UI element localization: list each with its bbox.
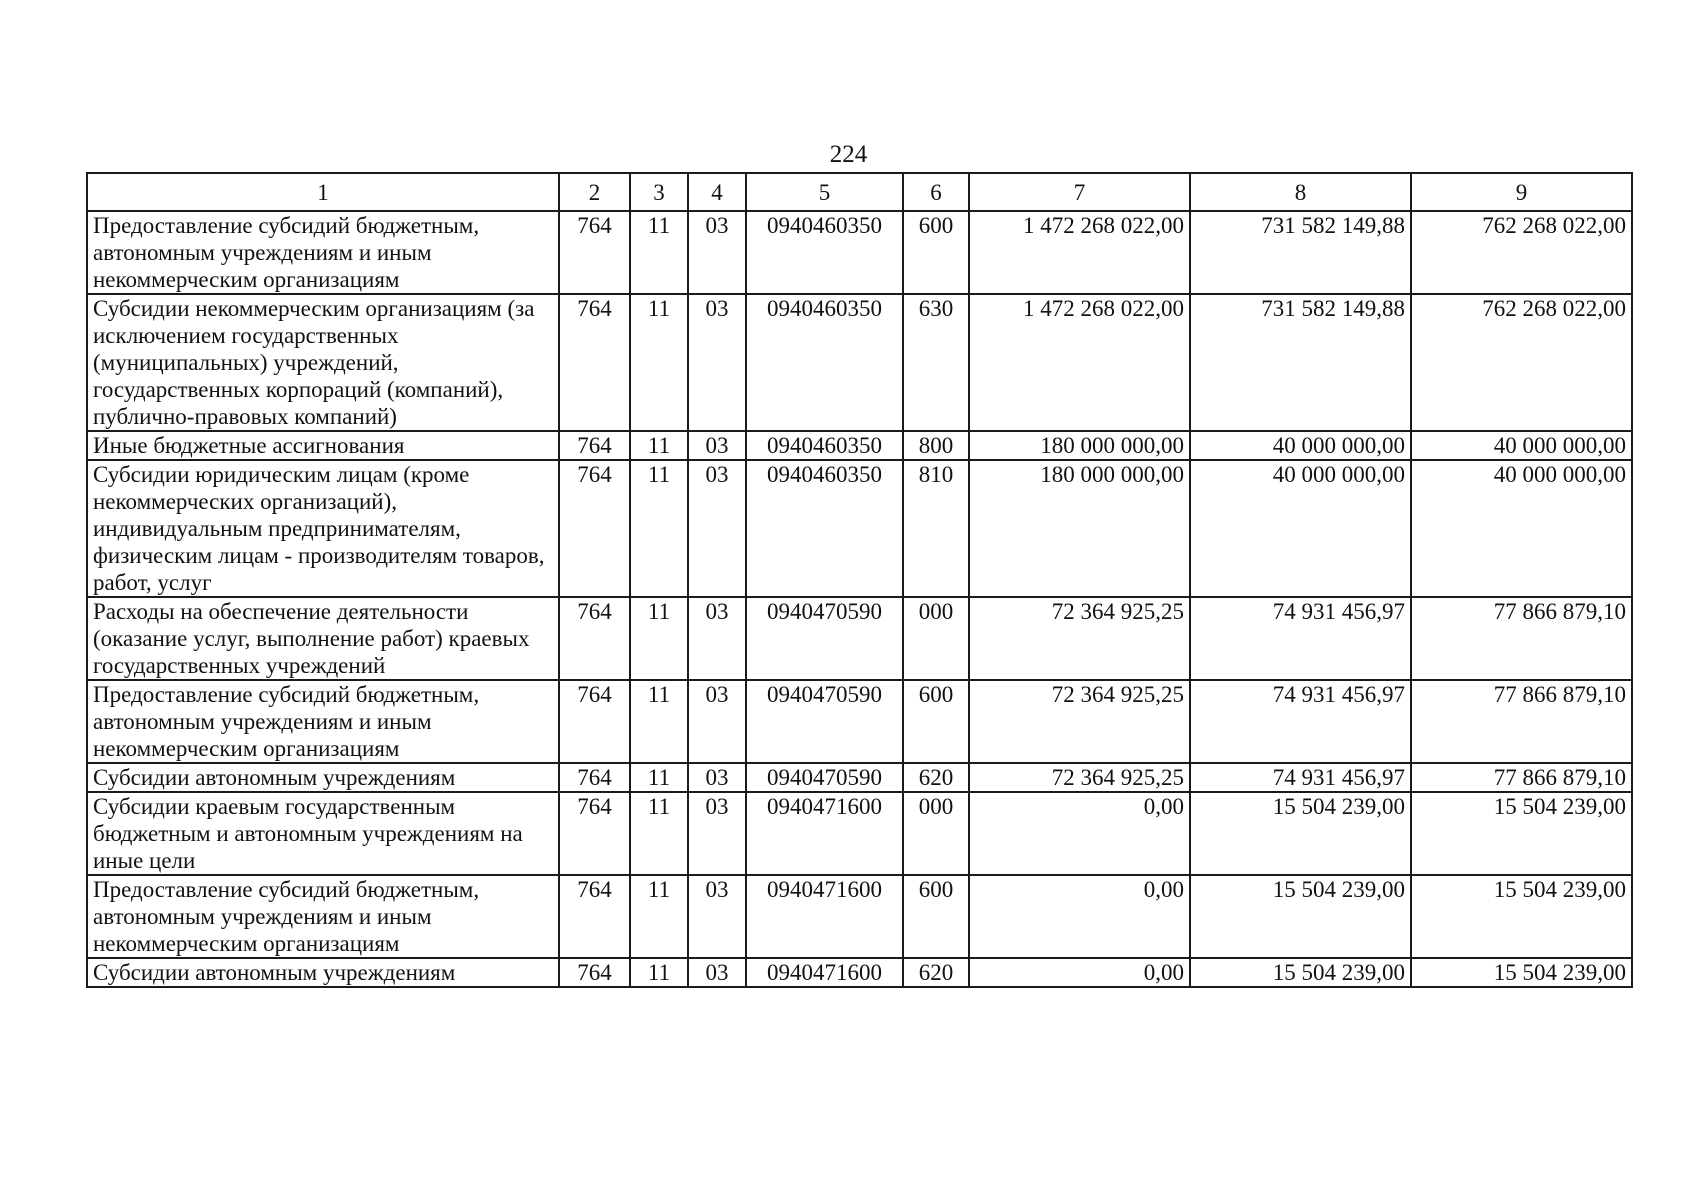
table-row bbox=[87, 597, 1632, 680]
target-code: 0940460350 bbox=[746, 211, 903, 294]
row-name: Субсидии краевым государственным бюджетным и автономным учреждениям на иные цели bbox=[87, 792, 559, 875]
expense-type-code: 800 bbox=[903, 431, 969, 460]
ministry-code: 764 bbox=[559, 460, 630, 597]
amount-col-8: 15 504 239,00 bbox=[1190, 875, 1411, 958]
amount-col-7: 1 472 268 022,00 bbox=[969, 211, 1190, 294]
table-row bbox=[87, 792, 1632, 875]
target-code: 0940460350 bbox=[746, 294, 903, 431]
amount-col-7: 1 472 268 022,00 bbox=[969, 294, 1190, 431]
row-name: Предоставление субсидий бюджетным, автономным учреждениям и иным некоммерческим организациям bbox=[87, 680, 559, 763]
amount-col-7: 0,00 bbox=[969, 875, 1190, 958]
expense-type-code: 000 bbox=[903, 792, 969, 875]
expense-type-code: 600 bbox=[903, 875, 969, 958]
row-name: Расходы на обеспечение деятельности (оказание услуг, выполнение работ) краевых государственных учреждений bbox=[87, 597, 559, 680]
subsection-code: 03 bbox=[688, 875, 746, 958]
section-code: 11 bbox=[630, 792, 688, 875]
section-code: 11 bbox=[630, 597, 688, 680]
table-row bbox=[87, 211, 1632, 294]
amount-col-9: 15 504 239,00 bbox=[1411, 792, 1632, 875]
amount-col-8: 74 931 456,97 bbox=[1190, 597, 1411, 680]
budget-table bbox=[86, 172, 1633, 988]
row-name: Субсидии автономным учреждениям bbox=[87, 763, 559, 792]
section-code: 11 bbox=[630, 460, 688, 597]
amount-col-9: 77 866 879,10 bbox=[1411, 763, 1632, 792]
subsection-code: 03 bbox=[688, 763, 746, 792]
subsection-code: 03 bbox=[688, 958, 746, 987]
amount-col-9: 40 000 000,00 bbox=[1411, 460, 1632, 597]
ministry-code: 764 bbox=[559, 597, 630, 680]
amount-col-8: 15 504 239,00 bbox=[1190, 792, 1411, 875]
target-code: 0940470590 bbox=[746, 763, 903, 792]
section-code: 11 bbox=[630, 431, 688, 460]
ministry-code: 764 bbox=[559, 431, 630, 460]
subsection-code: 03 bbox=[688, 792, 746, 875]
subsection-code: 03 bbox=[688, 431, 746, 460]
target-code: 0940470590 bbox=[746, 597, 903, 680]
table-row bbox=[87, 431, 1632, 460]
amount-col-9: 15 504 239,00 bbox=[1411, 875, 1632, 958]
section-code: 11 bbox=[630, 875, 688, 958]
subsection-code: 03 bbox=[688, 294, 746, 431]
amount-col-9: 77 866 879,10 bbox=[1411, 597, 1632, 680]
table-row bbox=[87, 294, 1632, 431]
ministry-code: 764 bbox=[559, 958, 630, 987]
table-row bbox=[87, 460, 1632, 597]
target-code: 0940460350 bbox=[746, 460, 903, 597]
header-cell: 9 bbox=[1411, 173, 1632, 211]
row-name: Субсидии автономным учреждениям bbox=[87, 958, 559, 987]
section-code: 11 bbox=[630, 680, 688, 763]
row-name: Предоставление субсидий бюджетным, автономным учреждениям и иным некоммерческим организациям bbox=[87, 211, 559, 294]
header-cell: 8 bbox=[1190, 173, 1411, 211]
expense-type-code: 620 bbox=[903, 958, 969, 987]
subsection-code: 03 bbox=[688, 597, 746, 680]
ministry-code: 764 bbox=[559, 875, 630, 958]
section-code: 11 bbox=[630, 211, 688, 294]
target-code: 0940471600 bbox=[746, 792, 903, 875]
page-number: 224 bbox=[829, 141, 868, 168]
section-code: 11 bbox=[630, 763, 688, 792]
ministry-code: 764 bbox=[559, 211, 630, 294]
amount-col-8: 731 582 149,88 bbox=[1190, 211, 1411, 294]
header-row bbox=[87, 173, 1632, 211]
amount-col-9: 15 504 239,00 bbox=[1411, 958, 1632, 987]
subsection-code: 03 bbox=[688, 211, 746, 294]
amount-col-9: 77 866 879,10 bbox=[1411, 680, 1632, 763]
amount-col-9: 40 000 000,00 bbox=[1411, 431, 1632, 460]
amount-col-7: 72 364 925,25 bbox=[969, 763, 1190, 792]
amount-col-8: 40 000 000,00 bbox=[1190, 431, 1411, 460]
header-cell: 4 bbox=[688, 173, 746, 211]
ministry-code: 764 bbox=[559, 763, 630, 792]
amount-col-7: 180 000 000,00 bbox=[969, 460, 1190, 597]
expense-type-code: 810 bbox=[903, 460, 969, 597]
header-cell: 2 bbox=[559, 173, 630, 211]
amount-col-7: 0,00 bbox=[969, 958, 1190, 987]
amount-col-8: 74 931 456,97 bbox=[1190, 680, 1411, 763]
expense-type-code: 620 bbox=[903, 763, 969, 792]
amount-col-8: 15 504 239,00 bbox=[1190, 958, 1411, 987]
amount-col-7: 72 364 925,25 bbox=[969, 597, 1190, 680]
row-name: Предоставление субсидий бюджетным, автономным учреждениям и иным некоммерческим организациям bbox=[87, 875, 559, 958]
amount-col-9: 762 268 022,00 bbox=[1411, 294, 1632, 431]
header-cell: 7 bbox=[969, 173, 1190, 211]
header-cell: 1 bbox=[87, 173, 559, 211]
subsection-code: 03 bbox=[688, 460, 746, 597]
section-code: 11 bbox=[630, 294, 688, 431]
table-row bbox=[87, 958, 1632, 987]
amount-col-8: 40 000 000,00 bbox=[1190, 460, 1411, 597]
ministry-code: 764 bbox=[559, 294, 630, 431]
row-name: Субсидии юридическим лицам (кроме некоммерческих организаций), индивидуальным предпринимателям, физическим лицам - производителям товаров, работ, услуг bbox=[87, 460, 559, 597]
amount-col-7: 72 364 925,25 bbox=[969, 680, 1190, 763]
row-name: Иные бюджетные ассигнования bbox=[87, 431, 559, 460]
expense-type-code: 630 bbox=[903, 294, 969, 431]
table-row bbox=[87, 875, 1632, 958]
subsection-code: 03 bbox=[688, 680, 746, 763]
header-cell: 5 bbox=[746, 173, 903, 211]
amount-col-7: 180 000 000,00 bbox=[969, 431, 1190, 460]
header-cell: 6 bbox=[903, 173, 969, 211]
amount-col-9: 762 268 022,00 bbox=[1411, 211, 1632, 294]
table-row bbox=[87, 763, 1632, 792]
expense-type-code: 600 bbox=[903, 211, 969, 294]
target-code: 0940471600 bbox=[746, 958, 903, 987]
target-code: 0940470590 bbox=[746, 680, 903, 763]
expense-type-code: 000 bbox=[903, 597, 969, 680]
header-cell: 3 bbox=[630, 173, 688, 211]
row-name: Субсидии некоммерческим организациям (за исключением государственных (муниципальных) учреждений, государственных корпораций (компаний), публично-правовых компаний) bbox=[87, 294, 559, 431]
expense-type-code: 600 bbox=[903, 680, 969, 763]
target-code: 0940471600 bbox=[746, 875, 903, 958]
table-row bbox=[87, 680, 1632, 763]
section-code: 11 bbox=[630, 958, 688, 987]
amount-col-7: 0,00 bbox=[969, 792, 1190, 875]
ministry-code: 764 bbox=[559, 792, 630, 875]
ministry-code: 764 bbox=[559, 680, 630, 763]
amount-col-8: 731 582 149,88 bbox=[1190, 294, 1411, 431]
target-code: 0940460350 bbox=[746, 431, 903, 460]
amount-col-8: 74 931 456,97 bbox=[1190, 763, 1411, 792]
